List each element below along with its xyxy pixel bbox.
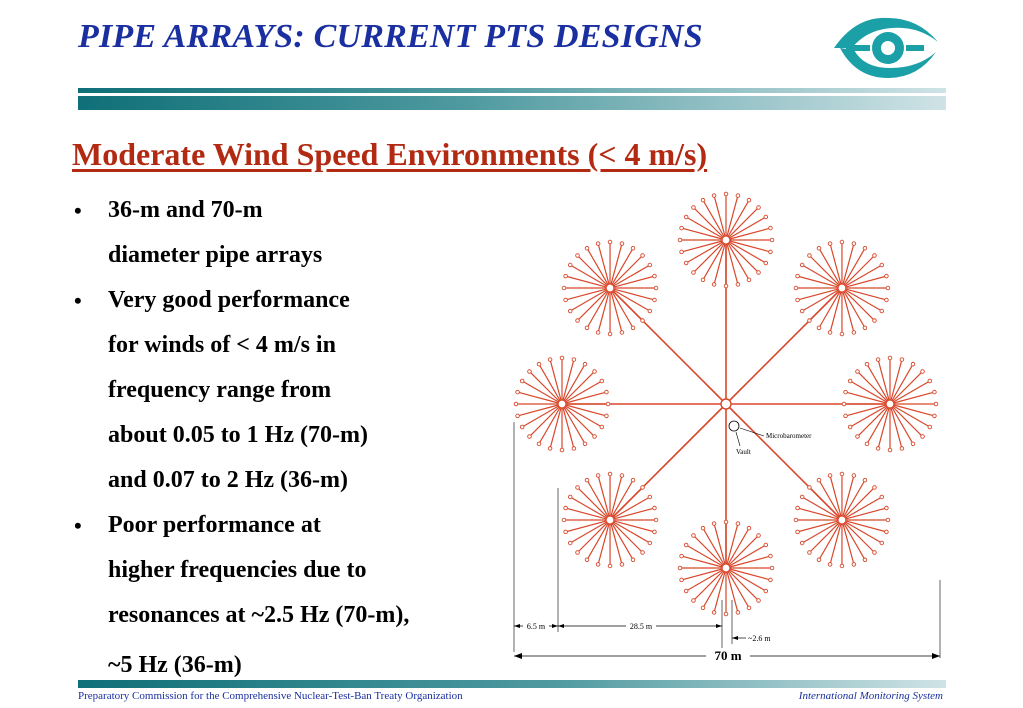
vault-leader [736,432,740,446]
pipe-inlet-icon [701,526,705,530]
pipe-inlet-icon [684,589,688,593]
pipe-inlet-icon [560,356,564,360]
pipe-inlet-icon [848,379,852,383]
pipe-inlet-icon [886,518,890,522]
bullet-line: resonances at ~2.5 Hz (70-m), [108,602,410,628]
pipe-inlet-icon [769,578,773,582]
pipe-inlet-icon [648,495,652,499]
vault-label: Vault [736,448,751,456]
bullet-item [74,503,534,693]
pipe-inlet-icon [852,474,856,478]
pipe-inlet-icon [865,362,869,366]
pipe-inlet-icon [568,495,572,499]
pipe-inlet-icon [680,554,684,558]
pipe-inlet-icon [856,370,860,374]
pipe-inlet-icon [934,402,938,406]
arrow-head-icon [514,624,520,628]
pipe-inlet-icon [520,379,524,383]
pipe-inlet-icon [724,612,728,616]
pipe-inlet-icon [757,534,761,538]
pipe-inlet-icon [796,530,800,534]
pipe-inlet-icon [560,448,564,452]
pipe-inlet-icon [817,558,821,562]
pipe-inlet-icon [684,261,688,265]
pipe-inlet-icon [747,606,751,610]
arrow-head-icon [514,653,522,659]
pipe-inlet-icon [828,563,832,567]
rosette-hub [606,516,614,524]
rosette-hub [722,236,730,244]
pipe-inlet-icon [631,558,635,562]
pipe-inlet-icon [562,518,566,522]
dimension-label-28-5: 28.5 m [629,622,653,631]
pipe-inlet-icon [828,242,832,246]
pipe-inlet-icon [933,390,937,394]
microbarometer-icon [729,421,739,431]
pipe-inlet-icon [724,192,728,196]
pipe-inlet-icon [764,261,768,265]
pipe-inlet-icon [678,566,682,570]
footer-system: International Monitoring System [798,690,943,702]
pipe-inlet-icon [757,271,761,275]
pipe-inlet-icon [631,326,635,330]
pipe-inlet-icon [724,520,728,524]
bullet-item [74,188,534,278]
pipe-inlet-icon [585,558,589,562]
pipe-inlet-icon [808,551,812,555]
pipe-inlet-icon [654,286,658,290]
pipe-inlet-icon [842,402,846,406]
rosette-hub [838,284,846,292]
arrow-head-icon [552,624,558,628]
bullet-list [74,188,534,693]
pipe-inlet-icon [770,566,774,570]
pipe-inlet-icon [873,486,877,490]
pipe-inlet-icon [817,326,821,330]
pipe-inlet-icon [585,246,589,250]
arrow-head-icon [932,653,940,659]
pipe-inlet-icon [572,358,576,362]
pipe-inlet-icon [548,358,552,362]
header-rule-thick [78,96,946,110]
pipe-inlet-icon [596,474,600,478]
pipe-inlet-icon [764,215,768,219]
pipe-inlet-icon [596,242,600,246]
pipe-network [514,192,938,616]
central-manifold [721,399,731,409]
pipe-inlet-icon [747,278,751,282]
pipe-inlet-icon [736,283,740,287]
pipe-inlet-icon [692,599,696,603]
pipe-inlet-icon [712,283,716,287]
pipe-inlet-icon [840,332,844,336]
pipe-inlet-icon [678,238,682,242]
pipe-inlet-icon [888,356,892,360]
pipe-inlet-icon [653,530,657,534]
pipe-inlet-icon [684,543,688,547]
rosette-hub [558,400,566,408]
pipe-inlet-icon [605,390,609,394]
pipe-inlet-icon [769,226,773,230]
pipe-inlet-icon [808,254,812,258]
dimension-label-6-5: 6.5 m [526,622,546,631]
pipe-inlet-icon [528,370,532,374]
pipe-inlet-icon [701,606,705,610]
pipe-inlet-icon [921,435,925,439]
pipe-inlet-icon [608,332,612,336]
bullet-item [74,278,534,503]
bullet-line: for winds of < 4 m/s in [108,332,336,358]
pipe-inlet-icon [648,309,652,313]
pipe-inlet-icon [736,611,740,615]
pipe-inlet-icon [680,578,684,582]
bullet-dot-icon: • [74,288,82,313]
pipe-inlet-icon [568,263,572,267]
pipe-inlet-icon [653,298,657,302]
rosette-hub [722,564,730,572]
pipe-inlet-icon [684,215,688,219]
pipe-inlet-icon [769,554,773,558]
dimension-label-2-6: ~2.6 m [748,634,771,643]
section-subtitle: Moderate Wind Speed Environments (< 4 m/s) [72,136,708,172]
pipe-inlet-icon [654,518,658,522]
pipe-inlet-icon [886,286,890,290]
pipe-inlet-icon [911,442,915,446]
pipe-inlet-icon [712,611,716,615]
pipe-inlet-icon [576,486,580,490]
pipe-inlet-icon [537,442,541,446]
pipe-inlet-icon [800,495,804,499]
pipe-inlet-icon [641,254,645,258]
pipe-inlet-icon [701,198,705,202]
pipe-inlet-icon [928,379,932,383]
header-rule-thin [78,88,946,93]
pipe-inlet-icon [796,274,800,278]
pipe-inlet-icon [583,362,587,366]
bullet-line: about 0.05 to 1 Hz (70-m) [108,422,368,448]
microbarometer-label: Microbarometer [766,432,812,440]
pipe-inlet-icon [692,206,696,210]
pipe-inlet-icon [747,526,751,530]
pipe-inlet-icon [608,564,612,568]
page-title: PIPE ARRAYS: CURRENT PTS DESIGNS [78,18,703,55]
bullet-dot-icon: • [74,513,82,538]
pipe-inlet-icon [863,326,867,330]
pipe-inlet-icon [880,495,884,499]
pipe-inlet-icon [641,319,645,323]
pipe-inlet-icon [600,425,604,429]
pipe-inlet-icon [911,362,915,366]
arrow-head-icon [558,624,564,628]
pipe-inlet-icon [724,284,728,288]
pipe-inlet-icon [736,522,740,526]
pipe-inlet-icon [863,246,867,250]
bullet-line: 36-m and 70-m [108,197,263,223]
pipe-inlet-icon [564,298,568,302]
bullet-line: ~5 Hz (36-m) [108,652,242,678]
pipe-inlet-icon [620,242,624,246]
pipe-inlet-icon [757,599,761,603]
pipe-inlet-icon [631,246,635,250]
bullet-line: and 0.07 to 2 Hz (36-m) [108,467,348,493]
footer-rule [78,680,946,688]
pipe-inlet-icon [736,194,740,198]
pipe-inlet-icon [764,589,768,593]
pipe-inlet-icon [516,390,520,394]
bullet-line: diameter pipe arrays [108,242,323,268]
pipe-inlet-icon [514,402,518,406]
dimension-label-70: 70 m [714,648,742,663]
pipe-inlet-icon [520,425,524,429]
pipe-inlet-icon [608,240,612,244]
pipe-inlet-icon [880,309,884,313]
pipe-inlet-icon [800,541,804,545]
pipe-inlet-icon [840,240,844,244]
pipe-inlet-icon [900,358,904,362]
pipe-inlet-icon [680,250,684,254]
pipe-inlet-icon [568,309,572,313]
pipe-inlet-icon [900,447,904,451]
pipe-inlet-icon [873,254,877,258]
pipe-inlet-icon [844,414,848,418]
pipe-inlet-icon [548,447,552,451]
arrow-head-icon [716,624,722,628]
pipe-inlet-icon [852,242,856,246]
pipe-inlet-icon [605,414,609,418]
pipe-inlet-icon [794,518,798,522]
pipe-inlet-icon [572,447,576,451]
pipe-inlet-icon [863,478,867,482]
pipe-inlet-icon [848,425,852,429]
pipe-inlet-icon [885,530,889,534]
pipe-inlet-icon [620,331,624,335]
pipe-inlet-icon [873,551,877,555]
pipe-inlet-icon [885,298,889,302]
pipe-inlet-icon [600,379,604,383]
pipe-inlet-icon [764,543,768,547]
pipe-inlet-icon [873,319,877,323]
pipe-inlet-icon [800,263,804,267]
pipe-inlet-icon [568,541,572,545]
pipe-inlet-icon [757,206,761,210]
pipe-inlet-icon [583,442,587,446]
pipe-inlet-icon [648,263,652,267]
pipe-inlet-icon [865,442,869,446]
pipe-inlet-icon [712,194,716,198]
pipe-inlet-icon [796,506,800,510]
pipe-inlet-icon [606,402,610,406]
pipe-inlet-icon [880,541,884,545]
ctbto-logo [826,8,944,84]
pipe-inlet-icon [576,254,580,258]
pipe-inlet-icon [840,564,844,568]
pipe-inlet-icon [880,263,884,267]
pipe-array-diagram [500,180,960,670]
pipe-inlet-icon [593,370,597,374]
pipe-inlet-icon [596,563,600,567]
pipe-inlet-icon [817,478,821,482]
pipe-inlet-icon [712,522,716,526]
pipe-inlet-icon [876,447,880,451]
pipe-inlet-icon [888,448,892,452]
pipe-inlet-icon [808,486,812,490]
pipe-inlet-icon [596,331,600,335]
pipe-inlet-icon [701,278,705,282]
pipe-inlet-icon [800,309,804,313]
bullet-line: frequency range from [108,377,332,403]
pipe-inlet-icon [828,474,832,478]
pipe-inlet-icon [648,541,652,545]
bullet-dot-icon: • [74,198,82,223]
pipe-inlet-icon [620,563,624,567]
footer-organization: Preparatory Commission for the Comprehensive Nuclear-Test-Ban Treaty Organization [78,690,463,702]
pipe-inlet-icon [852,331,856,335]
pipe-inlet-icon [885,506,889,510]
pipe-inlet-icon [620,474,624,478]
pipe-inlet-icon [863,558,867,562]
pipe-inlet-icon [921,370,925,374]
pipe-inlet-icon [585,326,589,330]
pipe-inlet-icon [653,506,657,510]
pipe-inlet-icon [516,414,520,418]
pipe-inlet-icon [933,414,937,418]
pipe-inlet-icon [528,435,532,439]
pipe-inlet-icon [564,506,568,510]
pipe-inlet-icon [808,319,812,323]
pipe-inlet-icon [608,472,612,476]
pipe-inlet-icon [747,198,751,202]
pipe-inlet-icon [564,530,568,534]
pipe-inlet-icon [852,563,856,567]
pipe-inlet-icon [593,435,597,439]
pipe-inlet-icon [770,238,774,242]
pipe-inlet-icon [928,425,932,429]
pipe-inlet-icon [856,435,860,439]
bullet-line: Poor performance at [108,512,321,538]
bullet-line: higher frequencies due to [108,557,367,583]
pipe-inlet-icon [885,274,889,278]
arrow-head-icon [732,636,738,640]
pipe-inlet-icon [641,551,645,555]
pipe-inlet-icon [876,358,880,362]
pipe-inlet-icon [769,250,773,254]
pipe-inlet-icon [692,534,696,538]
pipe-inlet-icon [692,271,696,275]
pipe-inlet-icon [641,486,645,490]
pipe-inlet-icon [840,472,844,476]
pipe-inlet-icon [653,274,657,278]
pipe-inlet-icon [844,390,848,394]
pipe-inlet-icon [576,551,580,555]
rosette-hub [886,400,894,408]
pipe-inlet-icon [828,331,832,335]
pipe-inlet-icon [680,226,684,230]
pipe-inlet-icon [794,286,798,290]
pipe-inlet-icon [817,246,821,250]
pipe-inlet-icon [564,274,568,278]
pipe-inlet-icon [537,362,541,366]
pipe-inlet-icon [796,298,800,302]
bullet-line: Very good performance [108,287,350,313]
pipe-inlet-icon [576,319,580,323]
pipe-inlet-icon [562,286,566,290]
pipe-inlet-icon [585,478,589,482]
pipe-inlet-icon [631,478,635,482]
rosette-hub [606,284,614,292]
rosette-hub [838,516,846,524]
